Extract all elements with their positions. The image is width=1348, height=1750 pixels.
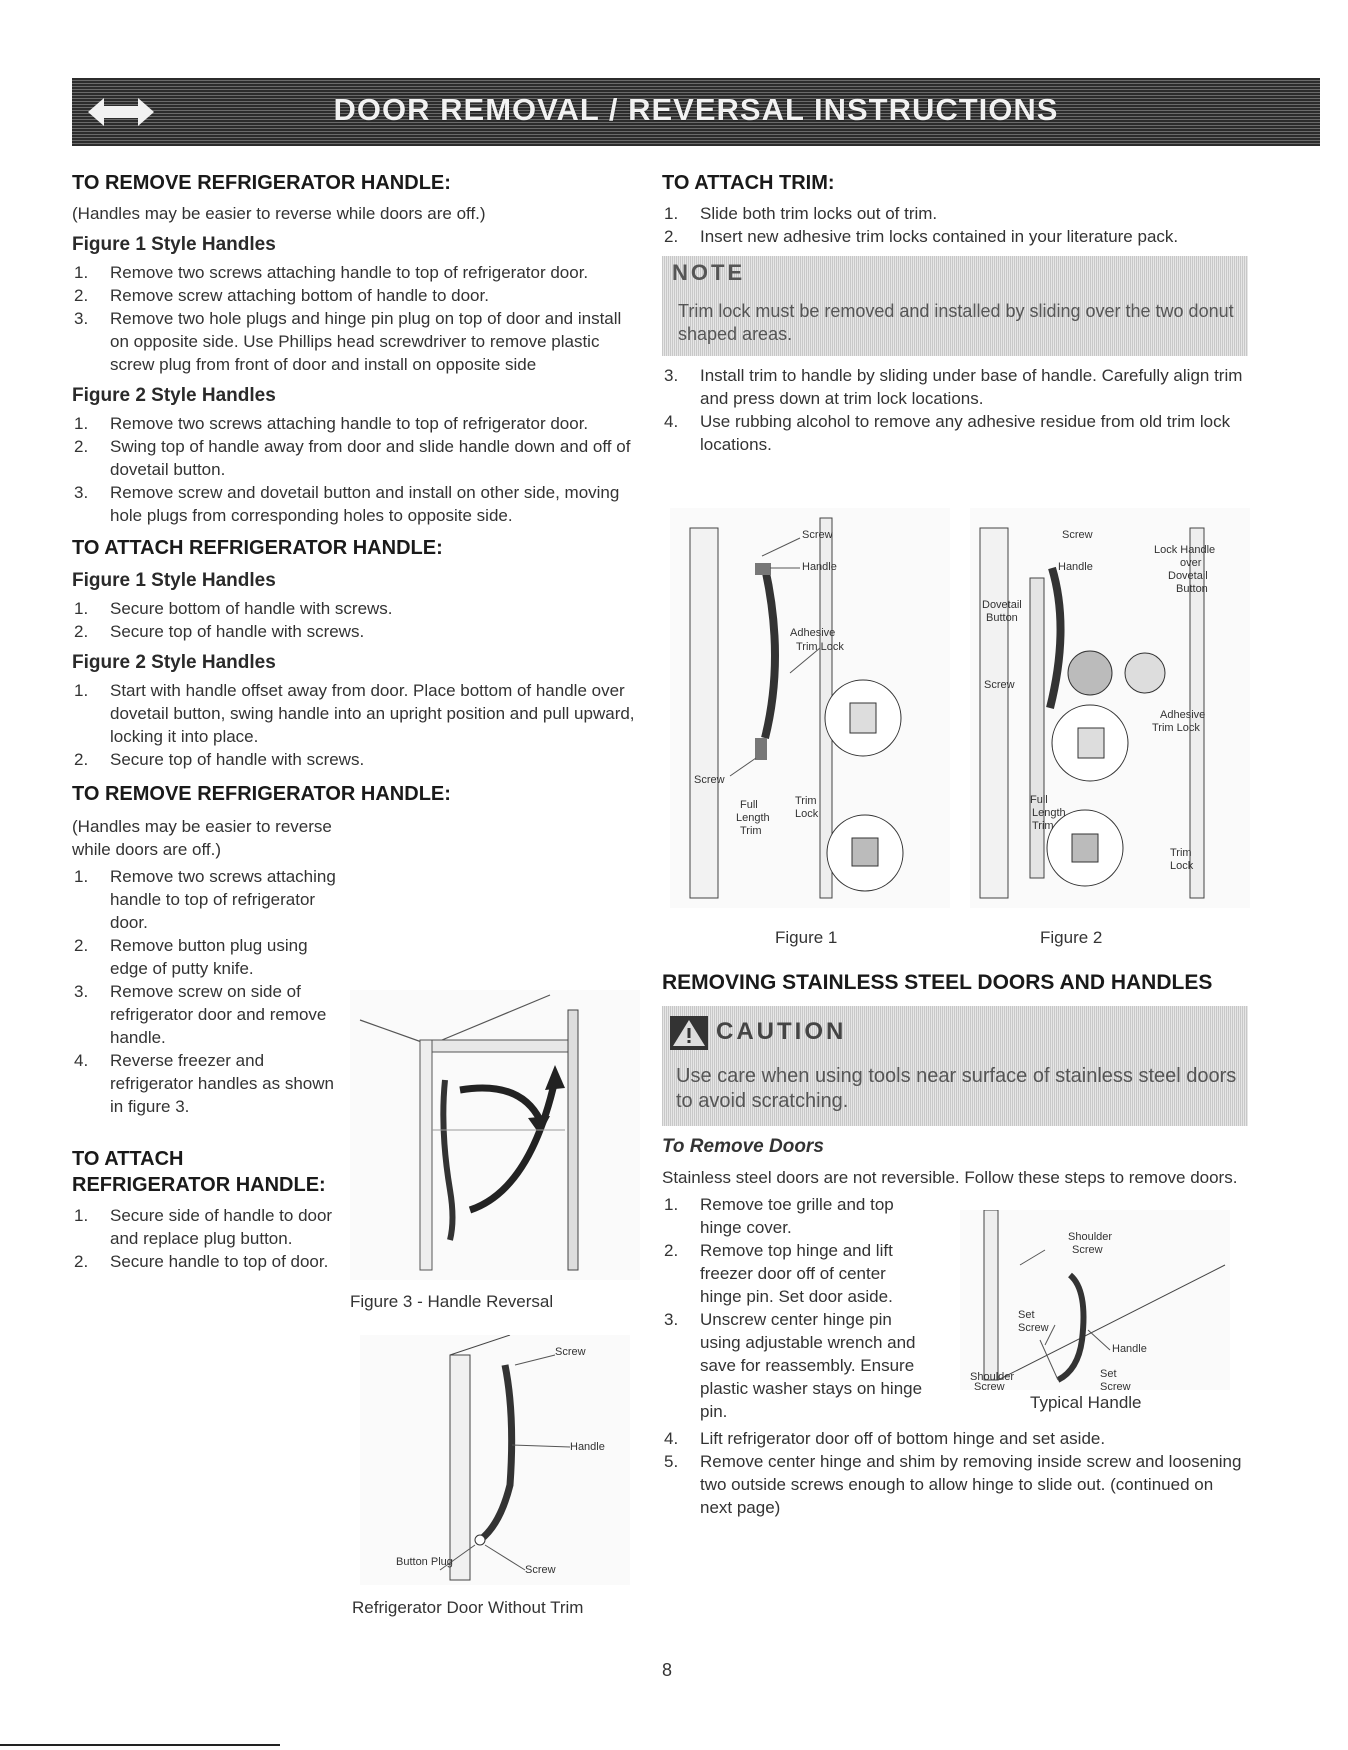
note-body: Trim lock must be removed and installed by sliding over the two donut shaped areas.	[678, 301, 1234, 344]
list-item: 1. Secure bottom of handle with screws.	[74, 599, 393, 618]
list-item: 3. Remove screw on side of refrigerator door and remove handle.	[74, 982, 327, 1047]
trim-label: Trim	[1032, 820, 1054, 832]
caution-body: Use care when using tools near surface of stainless steel doors to avoid scratching.	[676, 1065, 1237, 1112]
step-list	[72, 597, 642, 643]
section-heading: TO ATTACH TRIM:	[662, 172, 835, 194]
shoulder-label: Shoulder	[970, 1371, 1015, 1383]
lock-label: Lock	[795, 808, 819, 820]
list-item: 1. Remove toe grille and top hinge cover.	[664, 1195, 894, 1237]
full-label: Full	[740, 799, 758, 811]
list-item: 2. Swing top of handle away from door and slide handle down and off of dovetail button.	[74, 437, 631, 479]
door-without-trim-figure	[360, 1335, 630, 1585]
set-label: Set	[1100, 1368, 1117, 1380]
button-label: Button	[1176, 583, 1208, 595]
intro-text: (Handles may be easier to reverse while doors are off.)	[72, 204, 486, 223]
divider	[0, 1744, 280, 1746]
screw-label: Screw	[1072, 1244, 1103, 1256]
remove-handle-section-1	[72, 170, 642, 527]
step-list	[72, 261, 642, 376]
list-item: 3. Unscrew center hinge pin using adjustable wrench and save for reassembly. Ensure plastic washer stays on hinge pin.	[664, 1310, 923, 1421]
figure-3-handle-reversal	[350, 990, 640, 1280]
screw-label: Screw	[1018, 1322, 1049, 1334]
list-item: 5. Remove center hinge and shim by removing inside screw and loosening two outside screws enough to allow hinge to slide out. (continued on next page)	[664, 1452, 1242, 1517]
remove-handle-text	[72, 815, 342, 1118]
step-list	[72, 679, 642, 771]
screw-label: Screw	[694, 774, 725, 786]
list-item: 1. Slide both trim locks out of trim.	[664, 204, 938, 223]
caution-heading: CAUTION	[716, 1018, 847, 1045]
figure-2-illustration	[970, 508, 1250, 908]
lock-handle-label: Lock Handle	[1154, 544, 1216, 556]
figure-2-caption: Figure 2	[1040, 928, 1103, 947]
screw-label: Screw	[525, 1564, 556, 1576]
caution-box	[662, 1006, 1248, 1126]
list-item: 2. Remove screw attaching bottom of handle to door.	[74, 286, 489, 305]
screw-label: Screw	[802, 529, 833, 541]
list-item: 2. Secure handle to top of door.	[74, 1252, 329, 1271]
section-heading: TO ATTACH REFRIGERATOR HANDLE:	[72, 1148, 326, 1196]
section-heading: TO ATTACH REFRIGERATOR HANDLE:	[72, 537, 443, 559]
figure-1	[670, 508, 950, 908]
note-box	[662, 256, 1248, 356]
attach-handle-section-1	[72, 535, 642, 771]
subheading: Figure 1 Style Handles	[72, 570, 276, 591]
list-item: 4. Reverse freezer and refrigerator handles as shown in figure 3.	[74, 1051, 334, 1116]
subheading: Figure 1 Style Handles	[72, 234, 276, 255]
step-list	[72, 1204, 342, 1273]
handle-label: Handle	[802, 561, 837, 573]
screw-label: Screw	[1062, 529, 1093, 541]
trim-label: Trim	[740, 825, 762, 837]
list-item: 1. Secure side of handle to door and replace plug button.	[74, 1206, 333, 1248]
set-label: Set	[1018, 1309, 1035, 1321]
page-number: 8	[662, 1660, 673, 1680]
list-item: 2. Secure top of handle with screws.	[74, 622, 365, 641]
dovetail-label: Dovetail	[982, 599, 1022, 611]
subheading: Figure 2 Style Handles	[72, 652, 276, 673]
dovetail-label: Dovetail	[1168, 570, 1208, 582]
figure-caption: Refrigerator Door Without Trim	[352, 1598, 584, 1617]
screw-label: Screw	[555, 1346, 586, 1358]
figure-caption: Figure 3 - Handle Reversal	[350, 1292, 554, 1311]
trim-label: Trim	[795, 795, 817, 807]
full-label: Full	[1030, 794, 1048, 806]
list-item: 1. Remove two screws attaching handle to top of refrigerator door.	[74, 414, 589, 433]
right-column	[662, 170, 1248, 456]
button-plug-label: Button Plug	[396, 1556, 453, 1568]
handle-label: Handle	[1058, 561, 1093, 573]
section-heading: TO REMOVE REFRIGERATOR HANDLE:	[72, 172, 451, 194]
banner-title: DOOR REMOVAL / REVERSAL INSTRUCTIONS	[333, 92, 1059, 127]
screw-label: Screw	[1100, 1381, 1131, 1390]
step-list	[662, 364, 1248, 456]
list-item: 3. Remove two hole plugs and hinge pin plug on top of door and install on opposite side. Use Phillips head screwdriver to remove plastic screw plug from front of door and install on opposite side	[74, 309, 622, 374]
list-item: 2. Insert new adhesive trim locks contained in your literature pack.	[664, 227, 1179, 246]
length-label: Length	[1032, 807, 1066, 819]
trim-lock-label: Trim Lock	[1152, 722, 1200, 734]
figure-1-caption: Figure 1	[775, 928, 838, 947]
list-item: 3. Remove screw and dovetail button and install on other side, moving hole plugs from corresponding holes to opposite side.	[74, 483, 620, 525]
section-banner	[72, 78, 1320, 146]
list-item: 4. Use rubbing alcohol to remove any adhesive residue from old trim lock locations.	[664, 412, 1231, 454]
note-heading: NOTE	[672, 260, 746, 285]
list-item: 2. Remove top hinge and lift freezer door off of center hinge pin. Set door aside.	[664, 1241, 893, 1306]
list-item: 1. Remove two screws attaching handle to top of refrigerator door.	[74, 263, 589, 282]
handle-label: Handle	[1112, 1343, 1147, 1355]
lock-label: Lock	[1170, 860, 1194, 872]
step-list	[662, 1427, 1248, 1519]
trim-label: Trim	[1170, 847, 1192, 859]
list-item: 2. Secure top of handle with screws.	[74, 750, 365, 769]
typical-handle-illustration	[960, 1210, 1230, 1390]
over-label: over	[1180, 557, 1202, 569]
subheading: To Remove Doors	[662, 1136, 824, 1157]
list-item: 1. Remove two screws attaching handle to top of refrigerator door.	[74, 867, 336, 932]
shoulder-label: Shoulder	[1068, 1231, 1113, 1243]
warning-icon	[670, 1016, 708, 1050]
intro-text: Stainless steel doors are not reversible. Follow these steps to remove doors.	[662, 1168, 1238, 1187]
figure-2	[970, 508, 1250, 908]
adhesive-label: Adhesive	[1160, 709, 1206, 721]
list-item: 3. Install trim to handle by sliding under base of handle. Carefully align trim and press down at trim lock locations.	[664, 366, 1243, 408]
section-heading: TO REMOVE REFRIGERATOR HANDLE:	[72, 783, 451, 805]
screw-label: Screw	[974, 1381, 1005, 1390]
screw-label: Screw	[984, 679, 1015, 691]
attach-handle-section-2	[72, 1146, 342, 1273]
section-heading: REMOVING STAINLESS STEEL DOORS AND HANDLES	[662, 971, 1213, 994]
list-item: 4. Lift refrigerator door off of bottom hinge and set aside.	[664, 1429, 1106, 1448]
subheading: Figure 2 Style Handles	[72, 385, 276, 406]
list-item: 1. Start with handle offset away from door. Place bottom of handle over dovetail button, swing handle into an upright position and pull upward, locking it into place.	[74, 681, 635, 746]
figure-1-illustration	[670, 508, 950, 908]
typical-handle-caption: Typical Handle	[1030, 1393, 1142, 1412]
step-list	[662, 202, 1248, 248]
intro-text: (Handles may be easier to reverse while doors are off.)	[72, 817, 332, 859]
step-list	[72, 412, 642, 527]
step-list	[662, 1193, 932, 1423]
step-list	[72, 865, 342, 1118]
trim-lock-label: Trim Lock	[796, 641, 844, 653]
handle-reversal-illustration	[350, 990, 640, 1280]
button-label: Button	[986, 612, 1018, 624]
list-item: 2. Remove button plug using edge of putty knife.	[74, 936, 308, 978]
door-without-trim-illustration	[360, 1335, 630, 1585]
adhesive-label: Adhesive	[790, 627, 836, 639]
handle-label: Handle	[570, 1441, 605, 1453]
length-label: Length	[736, 812, 770, 824]
typical-handle-figure	[960, 1210, 1230, 1390]
